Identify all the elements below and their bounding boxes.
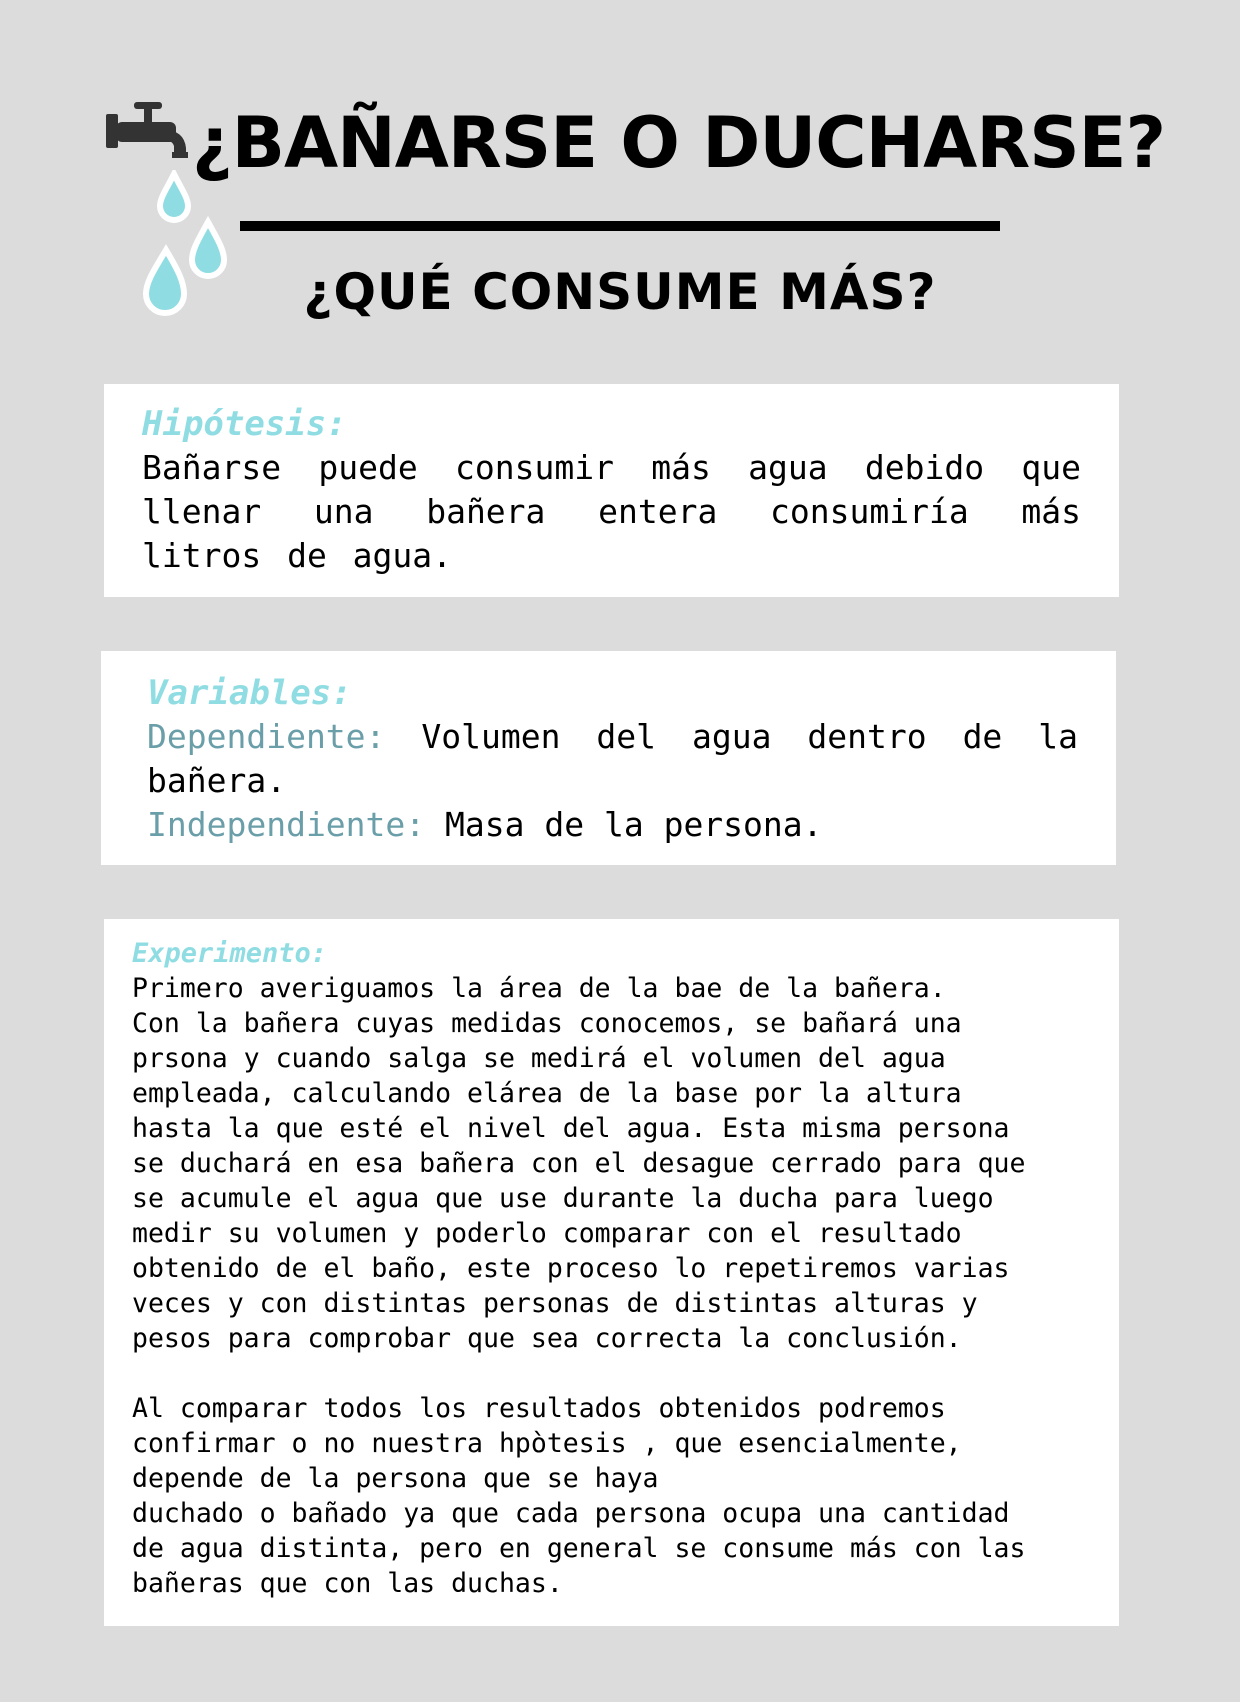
independent-variable-value: Masa de la persona. [445,805,823,844]
variables-label: Variables: [147,673,352,713]
experiment-label: Experimento: [132,938,328,969]
page-subtitle: ¿QUÉ CONSUME MÁS? [303,263,937,321]
independent-variable-key: Independiente: [147,805,426,844]
hypothesis-text: Bañarse puede consumir más agua debido que llenar una bañera entera consumiría más litros de agua. [142,448,1081,575]
water-drops-icon [130,170,240,320]
experiment-card [104,919,1119,1626]
hypothesis-card [104,384,1119,597]
faucet-icon [106,100,196,170]
hypothesis-label: Hipótesis: [142,404,347,444]
experiment-paragraph-1: Primero averiguamos la área de la bae de la bañera. Con la bañera cuyas medidas conocemos, se bañará una prsona y cuando salga se medirá el volumen del agua empleada, calculando elárea de la base por la altura hasta la que esté el nivel del agua. Esta misma persona se duchará en esa bañera con el desague cerrado para que se acumule el agua que use durante la ducha para luego medir su volumen y poderlo comparar con el resultado obtenido de el baño, este proceso lo repetiremos varias veces y con distintas personas de distintas alturas y pesos para comprobar que sea correcta la conclusión. [132,973,1026,1354]
independent-variable [147,803,1078,847]
variables-card [101,651,1116,865]
dependent-variable-key: Dependiente: [147,717,386,756]
experiment-paragraph-2: Al comparar todos los resultados obtenidos podremos confirmar o no nuestra hpòtesis , que esencialmente, depende de la persona que se haya duchado o bañado ya que cada persona ocupa una cantidad de agua distinta, pero en general se consume más con las bañeras que con las duchas. [132,1393,1026,1599]
page-title: ¿BAÑARSE O DUCHARSE? [192,102,1166,184]
paragraph-spacer [132,1356,1079,1391]
dependent-variable [147,715,1078,803]
dependent-variable-value: Volumen del agua dentro de la bañera. [147,717,1078,800]
title-divider [240,221,1000,231]
